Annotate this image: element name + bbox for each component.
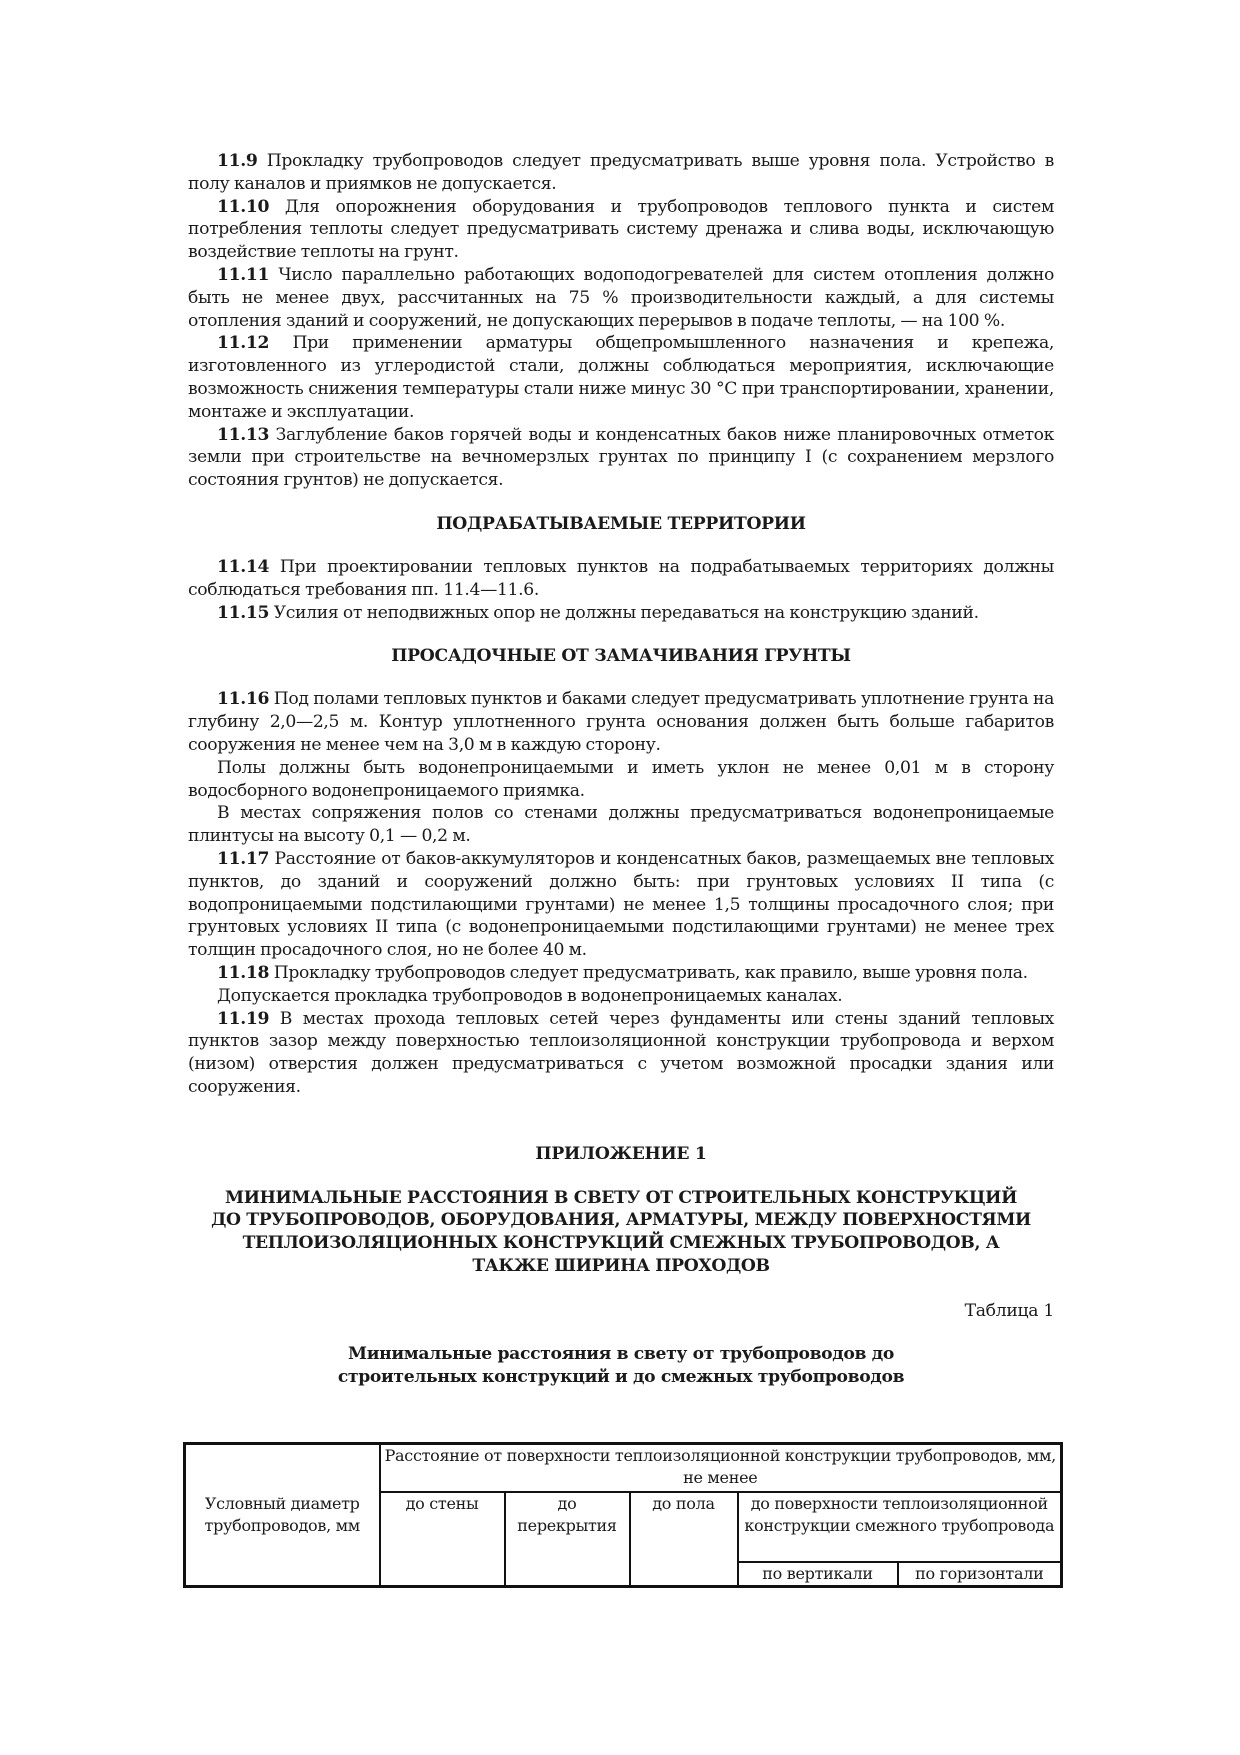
paragraph-11-16 — [188, 688, 1054, 756]
table-caption-line: Минимальные расстояния в свету от трубопроводов до — [348, 1343, 894, 1364]
paragraph-floors — [188, 757, 1054, 803]
clause-number: 11.9 — [217, 151, 258, 171]
clause-text: Прокладку трубопроводов следует предусматривать, как правило, выше уровня пола. — [269, 962, 1028, 983]
paragraph-11-15 — [188, 602, 1054, 625]
clause-number: 11.12 — [217, 333, 270, 354]
clause-text: Расстояние от баков-аккумуляторов и конденсатных баков, размещаемых вне тепловых пунктов, до зданий и сооружений должно быть: при грунтовых условиях II типа (с водопроницаемыми подстилающими грунтами) не менее 1,5 толщины просадочного слоя; при грунтовых условиях II типа (с водонепроницаемыми подстилающими грунтами) не менее трех толщин просадочного слоя, но не более 40 м. — [188, 848, 1054, 961]
header-cell-diameter: Условный диаметр трубопроводов, мм — [185, 1444, 380, 1587]
clause-text: Усилия от неподвижных опор не должны передаваться на конструкцию зданий. — [269, 602, 979, 623]
header-cell-vertical: по вертикали — [738, 1562, 898, 1587]
table-caption — [188, 1343, 1054, 1389]
clause-number: 11.15 — [217, 602, 270, 623]
paragraph-11-10 — [188, 196, 1054, 264]
table-caption-line: строительных конструкций и до смежных трубопроводов — [337, 1366, 905, 1387]
appendix-title-line: ТЕПЛОИЗОЛЯЦИОННЫХ КОНСТРУКЦИЙ СМЕЖНЫХ ТРУБОПРОВОДОВ, А — [242, 1233, 1000, 1254]
clause-number: 11.19 — [217, 1008, 270, 1029]
paragraph-plinths — [188, 802, 1054, 848]
min-distance-table — [183, 1442, 1063, 1588]
clause-number: 11.11 — [217, 264, 270, 285]
clause-text: При применении арматуры общепромышленного назначения и крепежа, изготовленного из углеродистой стали, должны соблюдаться мероприятия, исключающие возможность снижения температуры стали ниже минус 30 °С при транспортировании, хранении, монтаже и эксплуатации. — [188, 333, 1054, 422]
paragraph-text: Полы должны быть водонепроницаемыми и иметь уклон не менее 0,01 м в сторону водосборного водонепроницаемого приямка. — [188, 757, 1054, 801]
paragraph-channels — [188, 985, 1054, 1008]
paragraph-text: Допускается прокладка трубопроводов в водонепроницаемых каналах. — [217, 985, 843, 1006]
clause-text: При проектировании тепловых пунктов на подрабатываемых территориях должны соблюдаться требования пп. 11.4—11.6. — [188, 556, 1054, 600]
appendix-heading: ПРИЛОЖЕНИЕ 1 — [535, 1143, 707, 1164]
header-cell-to-wall: до стены — [380, 1492, 505, 1587]
paragraph-11-18 — [188, 962, 1054, 985]
header-cell-horizontal: по горизонтали — [898, 1562, 1062, 1587]
clause-number: 11.18 — [217, 962, 270, 983]
paragraph-11-11 — [188, 264, 1054, 332]
paragraph-11-14 — [188, 556, 1054, 602]
appendix-title — [188, 1187, 1054, 1278]
document-page — [188, 150, 1054, 1388]
clause-number: 11.17 — [217, 848, 270, 869]
section-heading-subsiding-soils: ПРОСАДОЧНЫЕ ОТ ЗАМАЧИВАНИЯ ГРУНТЫ — [391, 646, 851, 667]
appendix-title-line: ТАКЖЕ ШИРИНА ПРОХОДОВ — [472, 1256, 770, 1277]
table-label: Таблица 1 — [964, 1300, 1054, 1321]
clause-number: 11.10 — [217, 196, 270, 217]
clause-text: Под полами тепловых пунктов и баками следует предусматривать уплотнение грунта на глубину 2,0—2,5 м. Контур уплотненного грунта основания должен быть больше габаритов сооружения не менее чем на 3,0 м в каждую сторону. — [188, 689, 1054, 755]
paragraph-11-9 — [188, 150, 1054, 196]
clause-number: 11.13 — [217, 424, 270, 445]
paragraph-11-19 — [188, 1008, 1054, 1099]
clause-text: Число параллельно работающих водоподогревателей для систем отопления должно быть не менее двух, рассчитанных на 75 % производительности каждый, а для системы отопления зданий и сооружений, не допускающих перерывов в подаче теплоты, — на 100 %. — [188, 264, 1054, 331]
clause-number: 11.16 — [217, 689, 270, 710]
section-heading-undermined-territories: ПОДРАБАТЫВАЕМЫЕ ТЕРРИТОРИИ — [436, 513, 806, 534]
header-cell-to-adjacent-pipe: до поверхности теплоизоляционной конструкции смежного трубопровода — [738, 1492, 1062, 1562]
paragraph-11-12 — [188, 332, 1054, 423]
header-cell-to-floor: до пола — [630, 1492, 738, 1587]
header-cell-to-ceiling: до перекрытия — [505, 1492, 630, 1587]
clause-text: В местах прохода тепловых сетей через фундаменты или стены зданий тепловых пунктов зазор между поверхностью теплоизоляционной конструкции трубопровода и верхом (низом) отверстия должен предусматриваться с учетом возможной просадки здания или сооружения. — [188, 1008, 1054, 1097]
clause-text: Для опорожнения оборудования и трубопроводов теплового пункта и систем потребления теплоты следует предусматривать систему дренажа и слива воды, исключающую воздействие теплоты на грунт. — [188, 196, 1054, 263]
clause-text: Заглубление баков горячей воды и конденсатных баков ниже планировочных отметок земли при строительстве на вечномерзлых грунтах по принципу I (с сохранением мерзлого состояния грунтов) не допускается. — [188, 424, 1054, 491]
appendix-title-line: МИНИМАЛЬНЫЕ РАССТОЯНИЯ В СВЕТУ ОТ СТРОИТЕЛЬНЫХ КОНСТРУКЦИЙ — [225, 1187, 1017, 1208]
header-cell-distance-group: Расстояние от поверхности теплоизоляционной конструкции трубопроводов, мм, не менее — [380, 1444, 1062, 1492]
paragraph-11-17 — [188, 848, 1054, 962]
paragraph-text: В местах сопряжения полов со стенами должны предусматриваться водонепроницаемые плинтусы на высоту 0,1 — 0,2 м. — [188, 803, 1054, 847]
clause-text: Прокладку трубопроводов следует предусматривать выше уровня пола. Устройство в полу каналов и приямков не допускается. — [188, 151, 1054, 194]
paragraph-11-13 — [188, 424, 1054, 492]
clause-number: 11.14 — [217, 556, 270, 577]
appendix-title-line: ДО ТРУБОПРОВОДОВ, ОБОРУДОВАНИЯ, АРМАТУРЫ, МЕЖДУ ПОВЕРХНОСТЯМИ — [211, 1210, 1031, 1231]
